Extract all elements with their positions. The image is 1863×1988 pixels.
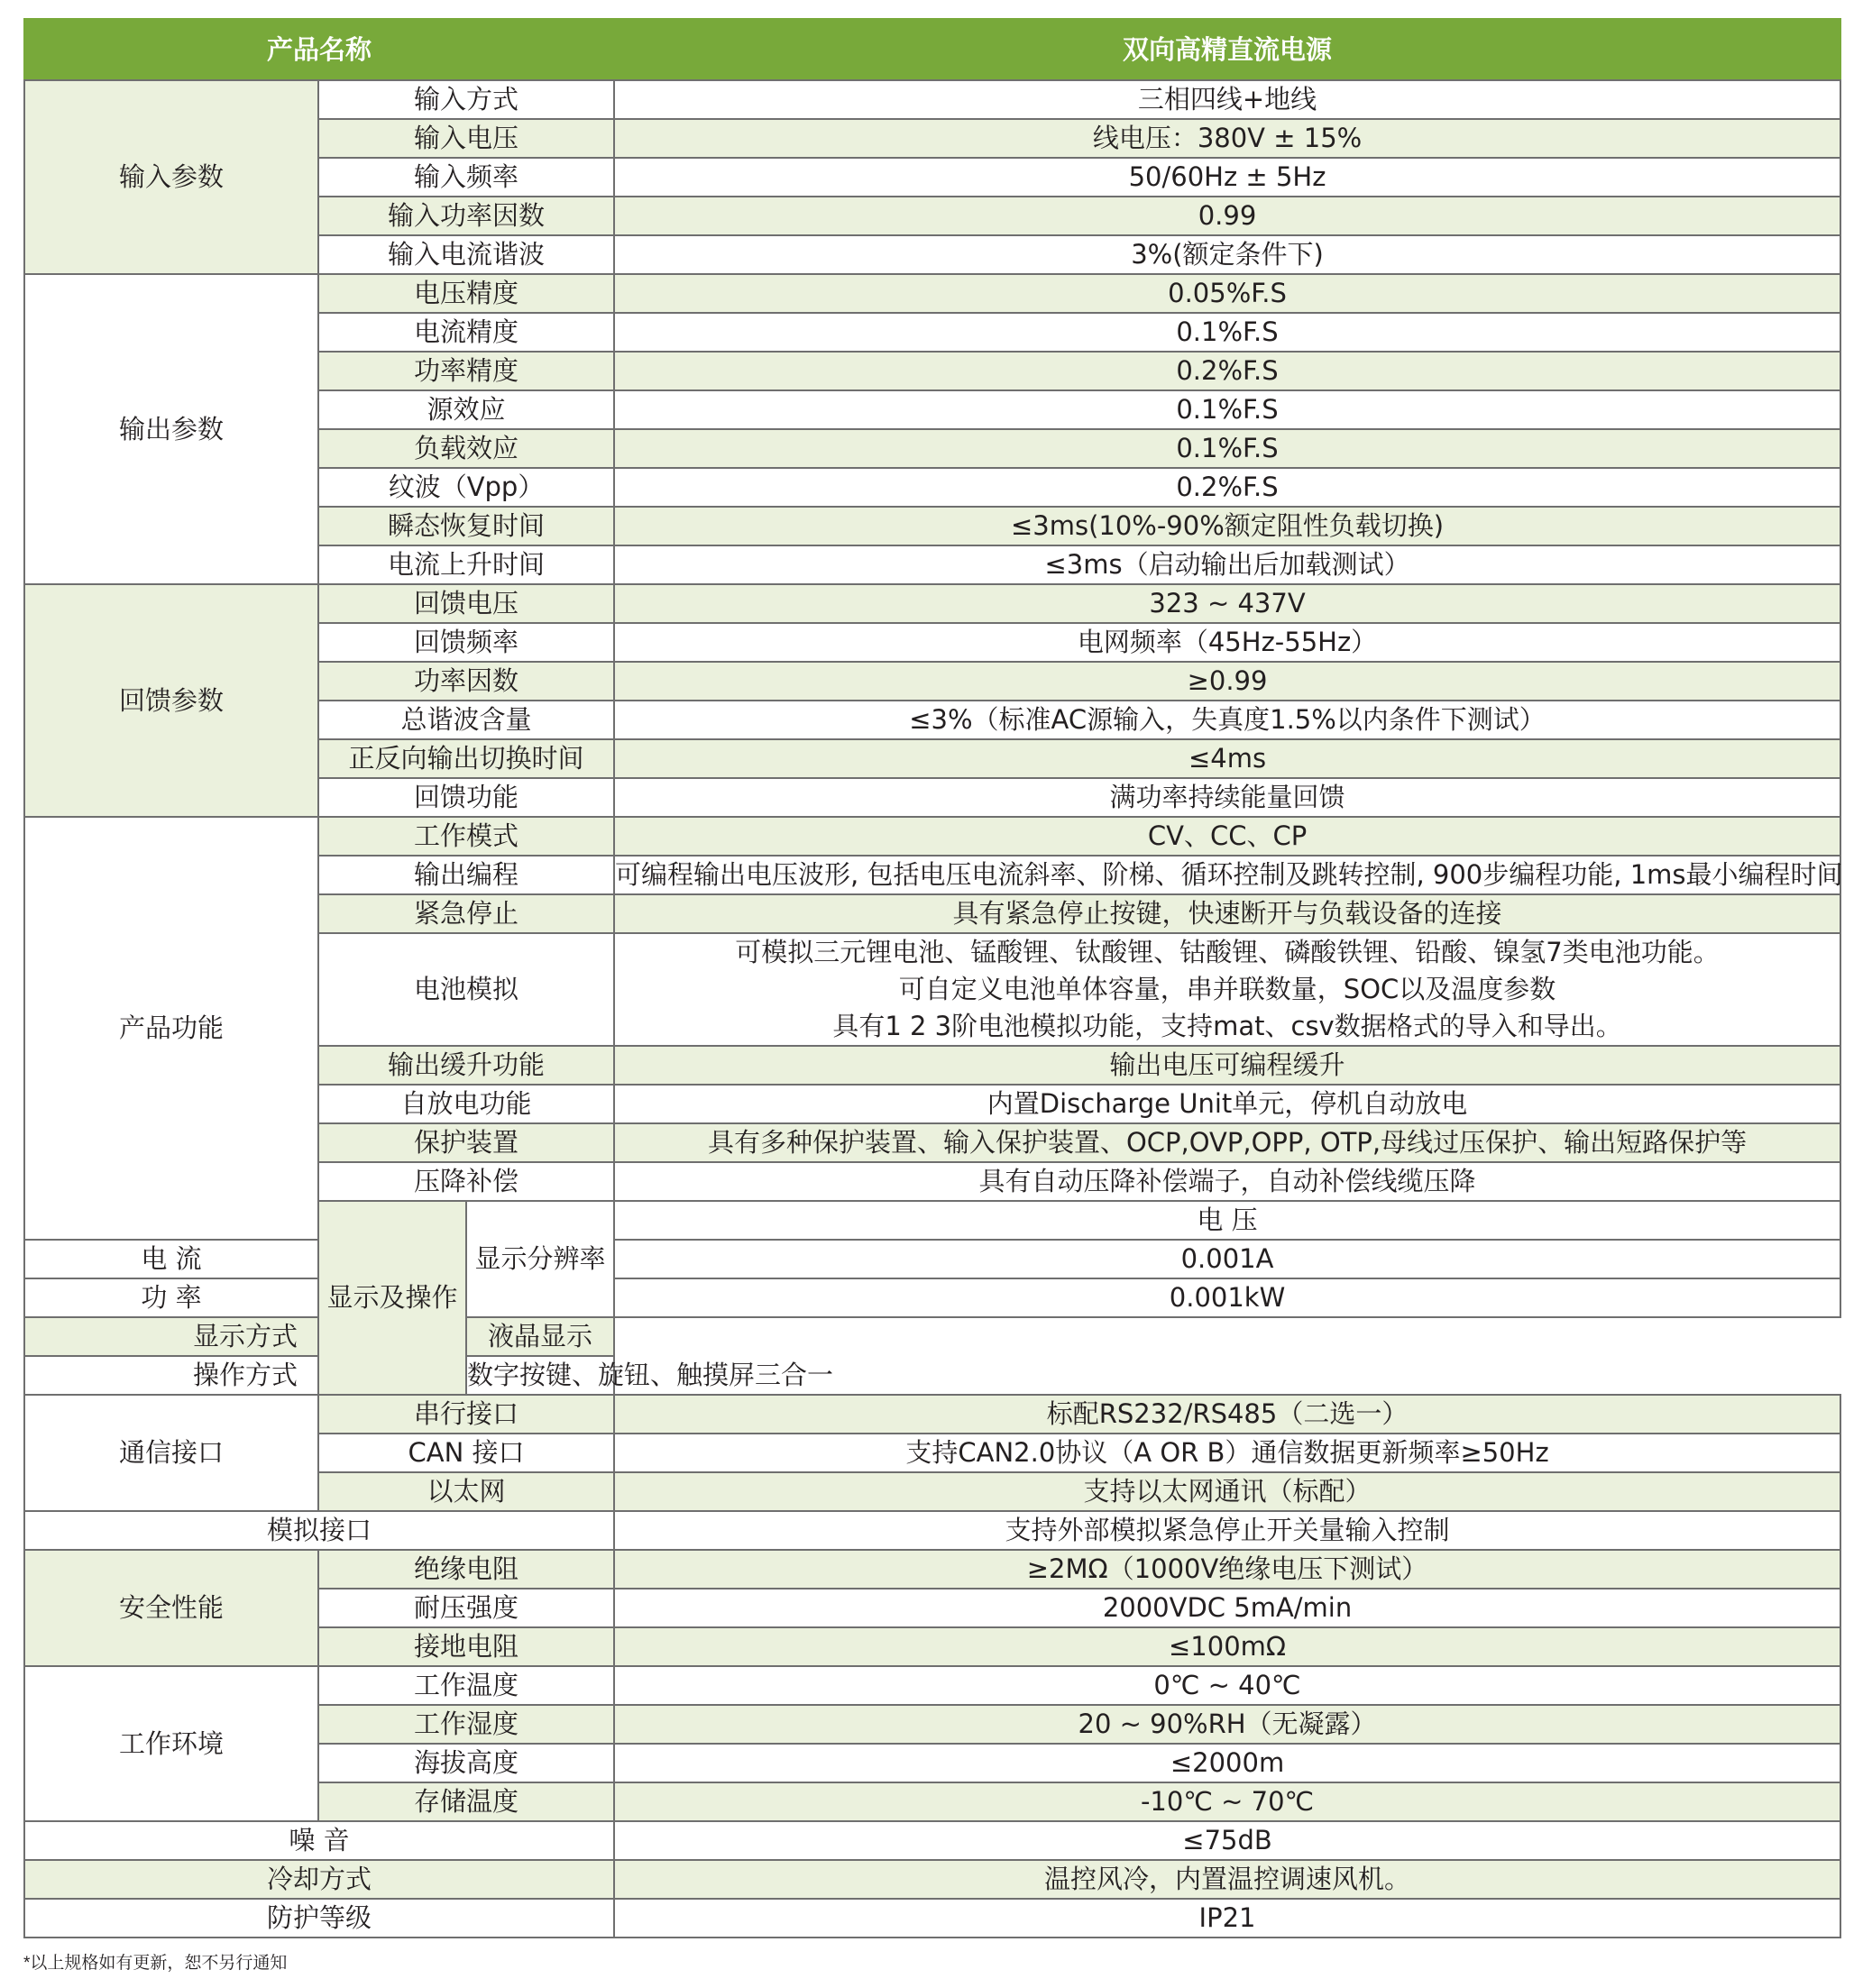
param-value: 液晶显示	[466, 1317, 614, 1356]
table-row	[24, 1356, 1840, 1395]
table-row	[24, 1899, 1840, 1938]
param-name: 存储温度	[318, 1782, 614, 1821]
param-value: ≥0.99	[614, 662, 1840, 701]
param-name: 串行接口	[318, 1395, 614, 1434]
param-name: 回馈功能	[318, 778, 614, 817]
param-value: 0.1%F.S	[614, 390, 1840, 429]
param-value: 可编程输出电压波形, 包括电压电流斜率、阶梯、循环控制及跳转控制, 900步编程功能, 1ms最小编程时间	[614, 856, 1840, 894]
param-name: 纹波（Vpp）	[318, 468, 614, 507]
param-name: 海拔高度	[318, 1744, 614, 1782]
table-row	[24, 1240, 1840, 1278]
category-cooling: 冷却方式	[24, 1860, 614, 1899]
param-value: ≤75dB	[614, 1821, 1840, 1860]
param-name: 保护装置	[318, 1123, 614, 1162]
param-value: 2000VDC 5mA/min	[614, 1589, 1840, 1627]
param-name: 输出缓升功能	[318, 1046, 614, 1085]
param-value: 3%(额定条件下)	[614, 235, 1840, 274]
param-name: 电池模拟	[318, 933, 614, 1046]
param-value: 支持外部模拟紧急停止开关量输入控制	[614, 1511, 1840, 1550]
param-name: CAN 接口	[318, 1434, 614, 1472]
param-name: 功 率	[24, 1278, 318, 1317]
table-row	[24, 1317, 1840, 1356]
param-value-battery	[614, 933, 1840, 1046]
category-analog: 模拟接口	[24, 1511, 614, 1550]
param-value: 温控风冷，内置温控调速风机。	[614, 1860, 1840, 1899]
spec-table	[23, 18, 1841, 1938]
param-name: 电压精度	[318, 274, 614, 313]
param-name: 操作方式	[24, 1356, 466, 1395]
param-name: 输入电压	[318, 119, 614, 158]
table-row	[24, 584, 1840, 623]
param-name: 电流精度	[318, 313, 614, 352]
battery-line-1: 可模拟三元锂电池、锰酸锂、钛酸锂、钴酸锂、磷酸铁锂、铅酸、镍氢7类电池功能。	[735, 937, 1720, 967]
param-name: 输入方式	[318, 80, 614, 119]
param-name: 工作模式	[318, 817, 614, 856]
param-value: 0℃ ~ 40℃	[614, 1666, 1840, 1705]
param-value: ≤3ms(10%-90%额定阻性负载切换)	[614, 507, 1840, 545]
param-name: 回馈电压	[318, 584, 614, 623]
param-name: 瞬态恢复时间	[318, 507, 614, 545]
param-name: 紧急停止	[318, 894, 614, 933]
param-value: 0.05%F.S	[614, 274, 1840, 313]
param-value: 0.001A	[614, 1240, 1840, 1278]
param-name: 输入功率因数	[318, 197, 614, 235]
param-value: ≤3%（标准AC源输入，失真度1.5%以内条件下测试）	[614, 701, 1840, 739]
param-name: 绝缘电阻	[318, 1550, 614, 1589]
category-safety: 安全性能	[24, 1550, 318, 1666]
param-value: 输出电压可编程缓升	[614, 1046, 1840, 1085]
param-value: 标配RS232/RS485（二选一）	[614, 1395, 1840, 1434]
battery-line-3: 具有1 2 3阶电池模拟功能，支持mat、csv数据格式的导入和导出。	[832, 1011, 1622, 1041]
param-value: 内置Discharge Unit单元，停机自动放电	[614, 1085, 1840, 1123]
param-name: 电流上升时间	[318, 545, 614, 584]
table-header-row	[24, 19, 1840, 80]
param-name: 功率精度	[318, 352, 614, 390]
footnote: *以上规格如有更新，恕不另行通知	[23, 1954, 288, 1973]
param-value: 323 ~ 437V	[614, 584, 1840, 623]
category-function: 产品功能	[24, 817, 318, 1240]
param-value: 0.001kW	[614, 1278, 1840, 1317]
param-name: 以太网	[318, 1472, 614, 1511]
category-input: 输入参数	[24, 80, 318, 274]
param-value: 电网频率（45Hz-55Hz）	[614, 623, 1840, 662]
param-value: 0.2%F.S	[614, 352, 1840, 390]
spec-sheet	[23, 18, 1843, 1938]
table-row	[24, 817, 1840, 856]
param-name: 压降补偿	[318, 1162, 614, 1201]
param-name: 输出编程	[318, 856, 614, 894]
param-value: ≤4ms	[614, 739, 1840, 778]
param-value: 20 ~ 90%RH（无凝露）	[614, 1705, 1840, 1744]
param-value: 三相四线+地线	[614, 80, 1840, 119]
param-value: CV、CC、CP	[614, 817, 1840, 856]
param-value: 支持以太网通讯（标配）	[614, 1472, 1840, 1511]
param-name: 功率因数	[318, 662, 614, 701]
param-value: 线电压：380V ± 15%	[614, 119, 1840, 158]
param-name: 输入电流谐波	[318, 235, 614, 274]
table-row	[24, 1278, 1840, 1317]
param-value: 数字按键、旋钮、触摸屏三合一	[466, 1356, 614, 1395]
param-name: 显示方式	[24, 1317, 466, 1356]
param-value: 具有多种保护装置、输入保护装置、OCP,OVP,OPP, OTP,母线过压保护、输出短路保护等	[614, 1123, 1840, 1162]
param-name: 工作温度	[318, 1666, 614, 1705]
param-value: 具有紧急停止按键，快速断开与负载设备的连接	[614, 894, 1840, 933]
param-value: 具有自动压降补偿端子，自动补偿线缆压降	[614, 1162, 1840, 1201]
category-output: 输出参数	[24, 274, 318, 584]
param-name: 总谐波含量	[318, 701, 614, 739]
table-row	[24, 1550, 1840, 1589]
category-feedback: 回馈参数	[24, 584, 318, 817]
header-product-title: 双向高精直流电源	[614, 19, 1840, 80]
param-value: 支持CAN2.0协议（A OR B）通信数据更新频率≥50Hz	[614, 1434, 1840, 1472]
param-value: ≤3ms（启动输出后加载测试）	[614, 545, 1840, 584]
table-row	[24, 274, 1840, 313]
param-name: 耐压强度	[318, 1589, 614, 1627]
param-name: 输入频率	[318, 158, 614, 197]
category-environment: 工作环境	[24, 1666, 318, 1821]
param-value: 0.1%F.S	[614, 429, 1840, 468]
param-value: 0.2%F.S	[614, 468, 1840, 507]
param-name: 电 流	[24, 1240, 318, 1278]
display-resolution-label: 显示分辨率	[466, 1201, 614, 1317]
category-protection: 防护等级	[24, 1899, 614, 1938]
table-row	[24, 1511, 1840, 1550]
category-display: 显示及操作	[318, 1201, 466, 1395]
param-name: 接地电阻	[318, 1627, 614, 1666]
param-name: 源效应	[318, 390, 614, 429]
param-name: 回馈频率	[318, 623, 614, 662]
table-row	[24, 1860, 1840, 1899]
param-name: 正反向输出切换时间	[318, 739, 614, 778]
param-value: -10℃ ~ 70℃	[614, 1782, 1840, 1821]
header-product-name: 产品名称	[24, 19, 614, 80]
param-value: ≥2MΩ（1000V绝缘电压下测试）	[614, 1550, 1840, 1589]
param-value: 满功率持续能量回馈	[614, 778, 1840, 817]
param-value: IP21	[614, 1899, 1840, 1938]
param-name: 自放电功能	[318, 1085, 614, 1123]
param-name: 工作湿度	[318, 1705, 614, 1744]
param-value: 0.1%F.S	[614, 313, 1840, 352]
table-row	[24, 1666, 1840, 1705]
param-value: ≤2000m	[614, 1744, 1840, 1782]
category-communication: 通信接口	[24, 1395, 318, 1511]
battery-line-2: 可自定义电池单体容量，串并联数量，SOC以及温度参数	[898, 974, 1556, 1004]
table-row	[24, 1395, 1840, 1434]
param-name: 负载效应	[318, 429, 614, 468]
table-row	[24, 1821, 1840, 1860]
category-noise: 噪 音	[24, 1821, 614, 1860]
param-name: 电 压	[614, 1201, 1840, 1240]
param-value: 0.99	[614, 197, 1840, 235]
param-value: 50/60Hz ± 5Hz	[614, 158, 1840, 197]
table-row	[24, 80, 1840, 119]
param-value: ≤100mΩ	[614, 1627, 1840, 1666]
